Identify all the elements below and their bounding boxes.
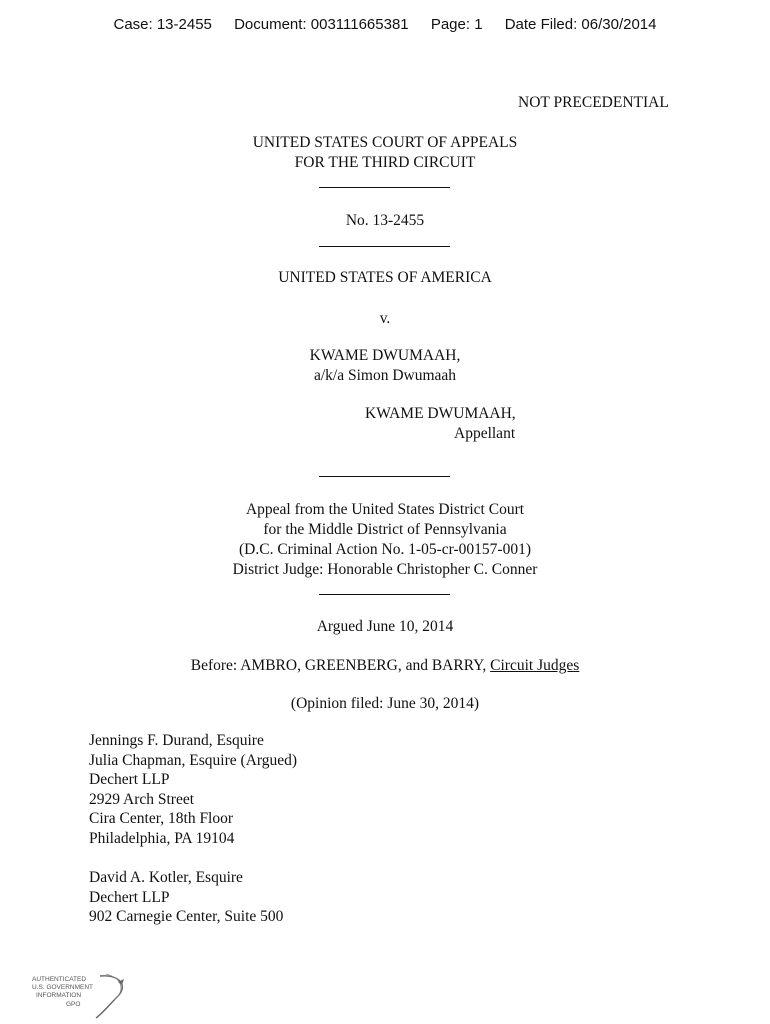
circuit-judges-label: Circuit Judges xyxy=(490,657,580,674)
panel-line xyxy=(0,656,770,676)
counsel-line: 902 Carnegie Center, Suite 500 xyxy=(89,908,284,925)
counsel-block-1 xyxy=(89,731,297,848)
counsel-line: Cira Center, 18th Floor xyxy=(89,810,234,827)
caption-appellant-role: Appellant xyxy=(454,425,516,442)
divider-rule xyxy=(319,246,450,247)
not-precedential-label: NOT PRECEDENTIAL xyxy=(518,94,669,111)
argued-date: Argued June 10, 2014 xyxy=(316,618,454,635)
panel-judges: Before: AMBRO, GREENBERG, and BARRY, xyxy=(190,657,491,674)
counsel-line: Philadelphia, PA 19104 xyxy=(89,829,235,847)
divider-rule xyxy=(319,476,450,477)
header-page: Page: 1 xyxy=(430,16,483,33)
counsel-line: Julia Chapman, Esquire (Argued) xyxy=(89,751,298,769)
caption-defendant: KWAME DWUMAAH, xyxy=(309,347,461,364)
header-date-filed: Date Filed: 06/30/2014 xyxy=(504,16,657,33)
seal-line1: AUTHENTICATED xyxy=(32,976,87,983)
caption-plaintiff: UNITED STATES OF AMERICA xyxy=(278,269,492,286)
counsel-line: Dechert LLP xyxy=(89,888,170,906)
counsel-line: David A. Kotler, Esquire xyxy=(89,869,243,886)
seal-line3: INFORMATION xyxy=(36,992,82,999)
court-name-line2: FOR THE THIRD CIRCUIT xyxy=(294,154,476,171)
counsel-line: Jennings F. Durand, Esquire xyxy=(89,732,264,749)
counsel-line: 2929 Arch Street xyxy=(89,790,195,808)
filing-header xyxy=(0,16,770,33)
header-document: Document: 003111665381 xyxy=(234,16,409,33)
counsel-block-2 xyxy=(89,868,283,927)
court-name-line1: UNITED STATES COURT OF APPEALS xyxy=(252,134,518,151)
gpo-authentication-seal-icon xyxy=(30,972,140,1020)
appeal-line4: District Judge: Honorable Christopher C. Conner xyxy=(232,561,538,578)
appeal-line3: (D.C. Criminal Action No. 1-05-cr-00157-001) xyxy=(239,541,531,558)
divider-rule xyxy=(319,187,450,188)
appeal-line1: Appeal from the United States District Court xyxy=(245,501,525,518)
caption-alias: a/k/a Simon Dwumaah xyxy=(313,367,457,384)
caption-appellant-name: KWAME DWUMAAH, xyxy=(365,405,516,422)
seal-line2: U.S. GOVERNMENT xyxy=(32,984,94,991)
case-number: No. 13-2455 xyxy=(345,212,425,229)
header-case: Case: 13-2455 xyxy=(113,16,212,33)
divider-rule xyxy=(319,594,450,595)
counsel-line: Dechert LLP xyxy=(89,771,170,788)
seal-line4: GPO xyxy=(66,1001,81,1008)
appeal-line2: for the Middle District of Pennsylvania xyxy=(263,521,507,538)
caption-versus: v. xyxy=(379,310,391,327)
opinion-filed-date: (Opinion filed: June 30, 2014) xyxy=(290,695,480,712)
